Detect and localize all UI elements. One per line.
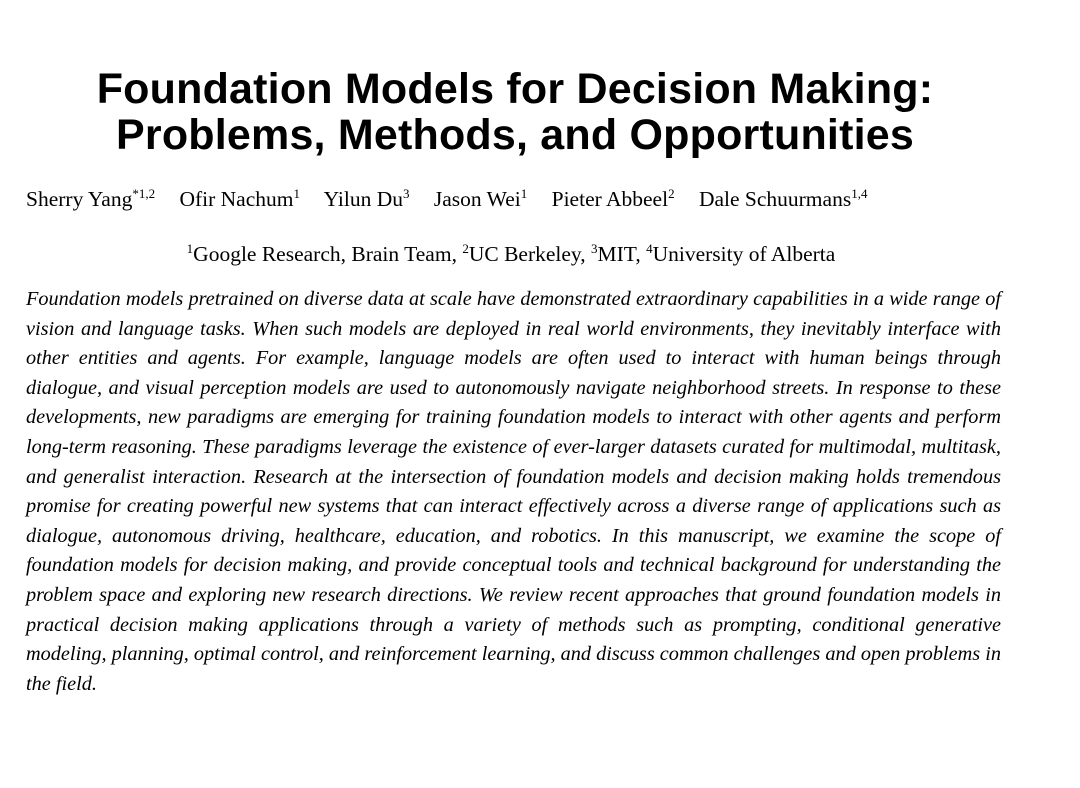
affiliation-list: $^1$Google Research, Brain Team, $^2$UC Berkeley, $^3$MIT, $^4$University of Alberta xyxy=(186,241,836,266)
author-affiliation-marks: 1 xyxy=(520,186,528,201)
author xyxy=(552,187,675,211)
author-name: Ofir Nachum xyxy=(179,187,294,211)
author-affiliation-marks: 1 xyxy=(293,186,300,201)
affiliation-name: MIT xyxy=(597,242,636,266)
affiliation-name: UC Berkeley xyxy=(468,242,581,266)
author-affiliation-marks: *1,2 xyxy=(132,186,156,201)
affiliation-mark: 2 xyxy=(462,241,469,256)
author-name: Yilun Du xyxy=(323,187,404,211)
author-name: Jason Wei xyxy=(433,187,521,211)
affiliation xyxy=(591,242,635,266)
author-name: Sherry Yang xyxy=(26,187,133,211)
affiliation-name: Google Research, Brain Team xyxy=(193,242,452,266)
affiliation xyxy=(187,242,452,266)
author xyxy=(434,187,527,211)
paper-title-line-1: Foundation Models for Decision Making: xyxy=(96,65,934,113)
author-name: Pieter Abbeel xyxy=(551,187,669,211)
affiliation-name: University of Alberta xyxy=(652,242,836,266)
affiliation xyxy=(462,242,580,266)
affiliation-mark: 3 xyxy=(591,241,598,256)
author xyxy=(699,187,868,211)
affiliation-mark: 1 xyxy=(186,241,194,256)
abstract-text: Foundation models pretrained on diverse data at scale have demonstrated extraordinary capabilities in a wide range of vision and language tasks. When such models are deployed in real world environments, they inevitably interface with other entities and agents. For example, language models are often used to interact with human beings through dialogue, and visual perception models are used to autonomously navigate neighborhood streets. In response to these developments, new paradigms are emerging for training foundation models to interact with other agents and perform long-term reasoning. These paradigms leverage the existence of ever-larger datasets curated for multimodal, multitask, and generalist interaction. Research at the intersection of foundation models and decision making holds tremendous promise for creating powerful new systems that can interact effectively across a diverse range of applications such as dialogue, autonomous driving, healthcare, education, and robotics. In this manuscript, we examine the scope of foundation models for decision making, and provide conceptual tools and technical background for understanding the problem space and exploring new research directions. We review recent approaches that ground foundation models in practical decision making applications through a variety of methods such as prompting, conditional generative modeling, planning, optimal control, and reinforcement learning, and discuss common challenges and open problems in the field. xyxy=(26,288,1001,695)
affiliation xyxy=(646,242,835,266)
affiliation-mark: 4 xyxy=(646,241,653,256)
author-affiliation-marks: 3 xyxy=(403,186,410,201)
author-name: Dale Schuurmans xyxy=(698,187,852,211)
author xyxy=(179,187,300,211)
author xyxy=(26,187,155,211)
author xyxy=(324,187,410,211)
paper-title xyxy=(0,66,1030,158)
author-affiliation-marks: 2 xyxy=(668,186,675,201)
author-affiliation-marks: 1,4 xyxy=(851,186,868,201)
author-list xyxy=(26,184,1026,214)
paper-title-line-2: Problems, Methods, and Opportunities xyxy=(116,111,914,159)
